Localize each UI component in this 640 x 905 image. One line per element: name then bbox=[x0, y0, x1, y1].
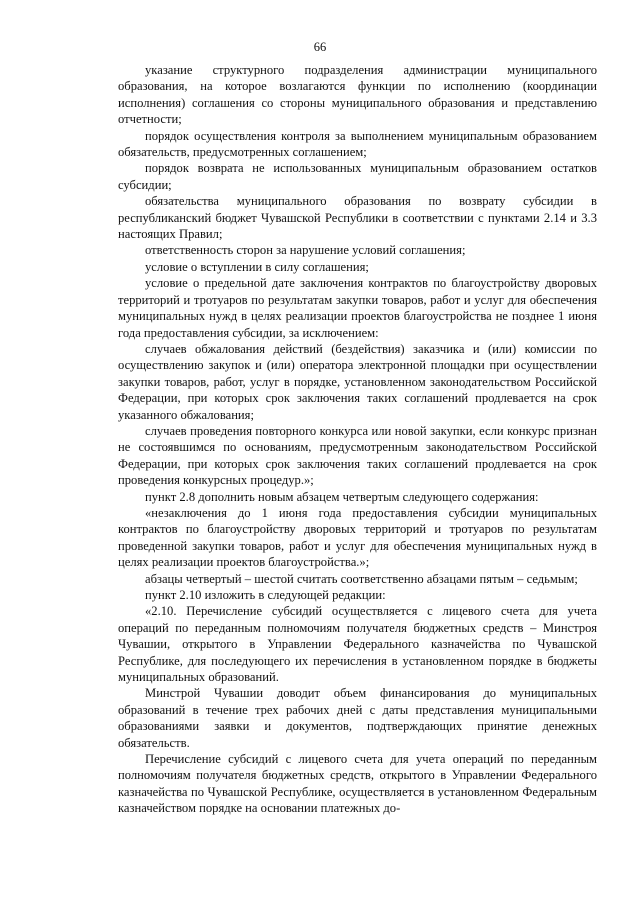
paragraph: пункт 2.8 дополнить новым абзацем четвертым следующего содержания: bbox=[145, 489, 539, 504]
paragraph: пункт 2.10 изложить в следующей редакции: bbox=[145, 588, 386, 602]
paragraph: «2.10. Перечисление субсидий осуществляется с лицевого счета для учета операций по переданным полномочиям получателя бюджетных средств – Минстроя Чувашии, открытого в Управлении Федерального казначейства по Чувашской Республике, для последующего их перечисления в установленном порядке в бюджеты муниципальных образований. bbox=[118, 604, 597, 685]
paragraph: «незаключения до 1 июня года предоставления субсидии муниципальных контрактов по благоустройству дворовых территорий и тротуаров по результатам проведенной закупки товаров, работ и услуг для обеспечения муниципальных нужд в целях реализации проектов благоустройства.»; bbox=[118, 505, 597, 570]
paragraph: Минстрой Чувашии доводит объем финансирования до муниципальных образований в течение трех рабочих дней с даты представления муниципальными образованиями заявки и документов, подтверждающих принятие денежных обязательств. bbox=[118, 686, 597, 750]
paragraph: обязательства муниципального образования по возврату субсидии в республиканский бюджет Чувашской Республики в соответствии с пунктами 2.14 и 3.3 настоящих Правил; bbox=[118, 194, 597, 242]
paragraph: случаев обжалования действий (бездействия) заказчика и (или) комиссии по осуществлению закупок и (или) оператора электронной площадки при осуществлении закупки товаров, работ, услуг в порядке, установленном законодательством Российской Федерации, при которых срок заключения таких соглашений продлевается на срок указанного обжалования; bbox=[118, 341, 597, 422]
page-number: 66 bbox=[313, 40, 327, 54]
paragraph: ответственность сторон за нарушение условий соглашения; bbox=[145, 243, 466, 258]
paragraph: случаев проведения повторного конкурса или новой закупки, если конкурс признан не состоявшимся по основаниям, предусмотренным законодательством Российской Федерации, при которых срок заключения таких соглашений продлевается на срок проведения конкурсных процедур.»; bbox=[118, 423, 597, 488]
paragraph: условие о предельной дате заключения контрактов по благоустройству дворовых территорий и тротуаров по результатам закупки товаров, работ и услуг для обеспечения муниципальных нужд в целях реализации проектов благоустройства не позднее 1 июня года предоставления субсидии, за исключением: bbox=[118, 276, 597, 340]
paragraph: порядок осуществления контроля за выполнением муниципальным образованием обязательств, предусмотренных соглашением; bbox=[118, 128, 597, 160]
paragraph: указание структурного подразделения администрации муниципального образования, на которое возлагаются функции по исполнению (координации исполнения) соглашения со стороны муниципального образования и представлению отчетности; bbox=[118, 63, 597, 127]
paragraph: Перечисление субсидий с лицевого счета для учета операций по переданным полномочиям получателя бюджетных средств, открытого в Управлении Федерального казначейства по Чувашской Республике, осуществляется в установленном Федеральным казначейством порядке на основании платежных до- bbox=[118, 752, 597, 816]
paragraph: условие о вступлении в силу соглашения; bbox=[145, 259, 369, 274]
paragraph: порядок возврата не использованных муниципальным образованием остатков субсидии; bbox=[118, 161, 597, 192]
paragraph: абзацы четвертый – шестой считать соответственно абзацами пятым – седьмым; bbox=[145, 571, 578, 586]
document-body bbox=[118, 62, 597, 817]
